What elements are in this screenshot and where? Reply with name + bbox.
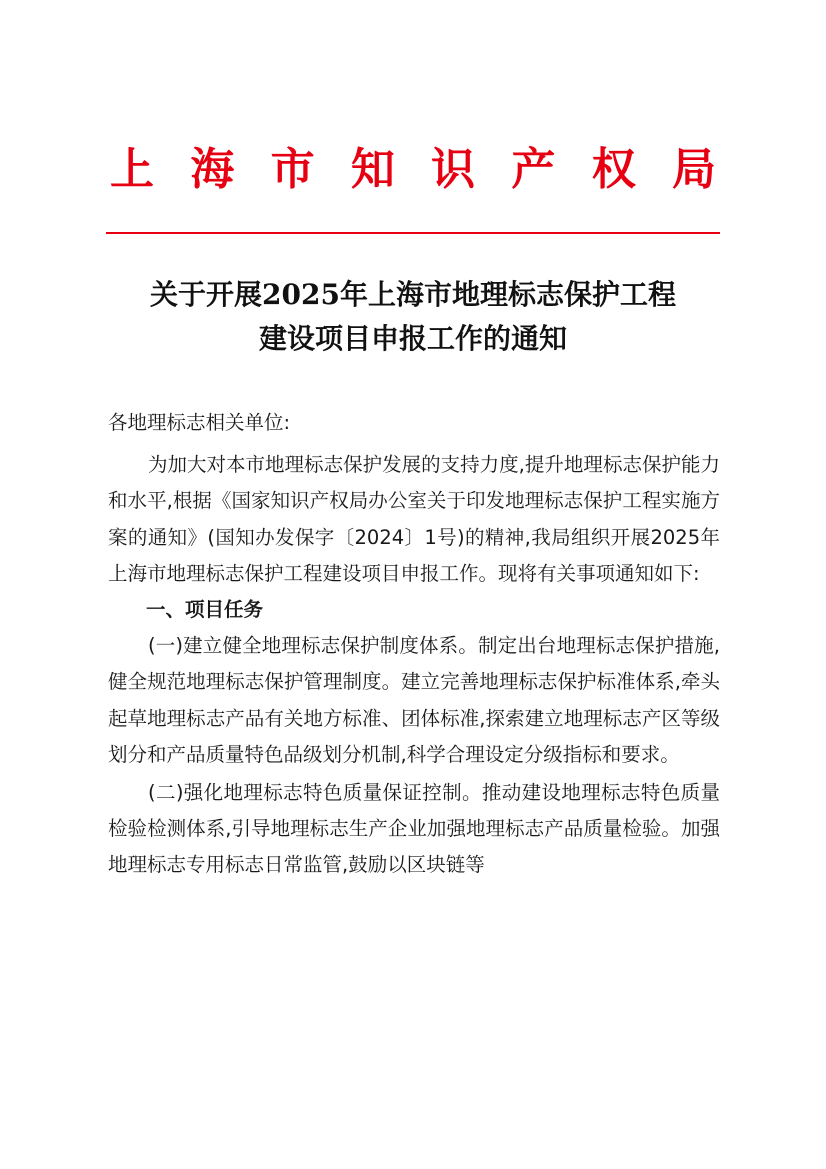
masthead-char: 上 [110,144,154,195]
section-heading-tasks: 一、项目任务 [146,598,264,622]
document-title-line-1: 关于开展2025年上海市地理标志保护工程 [150,278,676,311]
masthead-char: 权 [591,144,636,195]
document-title-line-2: 建设项目申报工作的通知 [258,322,567,355]
task-item-1: (一)建立健全地理标志保护制度体系。制定出台地理标志保护措施,健全规范地理标志保护管理制度。建立完善地理标志保护标准体系,牵头起草地理标志产品有关地方标准、团体标准,探索建立地理标志产区等级划分和产品质量特色品级划分机制,科学合理设定分级指标和要求。 [108,634,720,766]
document-body [108,405,720,884]
masthead-char: 识 [431,144,476,195]
red-divider-line [106,232,720,234]
masthead-char: 产 [511,144,556,195]
masthead-char: 海 [190,144,235,195]
task-item-2: (二)强化地理标志特色质量保证控制。推动建设地理标志特色质量检验检测体系,引导地理标志生产企业加强地理标志产品质量检验。加强地理标志专用标志日常监管,鼓励以区块链等 [108,781,720,877]
intro-paragraph: 为加大对本市地理标志保护发展的支持力度,提升地理标志保护能力和水平,根据《国家知识产权局办公室关于印发地理标志保护工程实施方案的通知》(国知办发保字〔2024〕1号)的精神,我局组织开展2025年上海市地理标志保护工程建设项目申报工作。现将有关事项通知如下: [108,453,720,585]
document-title [60,273,766,361]
masthead-char: 局 [671,144,716,195]
salutation: 各地理标志相关单位: [108,411,291,434]
masthead-char: 知 [350,144,395,195]
masthead-char: 市 [270,144,315,195]
agency-masthead [106,138,720,202]
